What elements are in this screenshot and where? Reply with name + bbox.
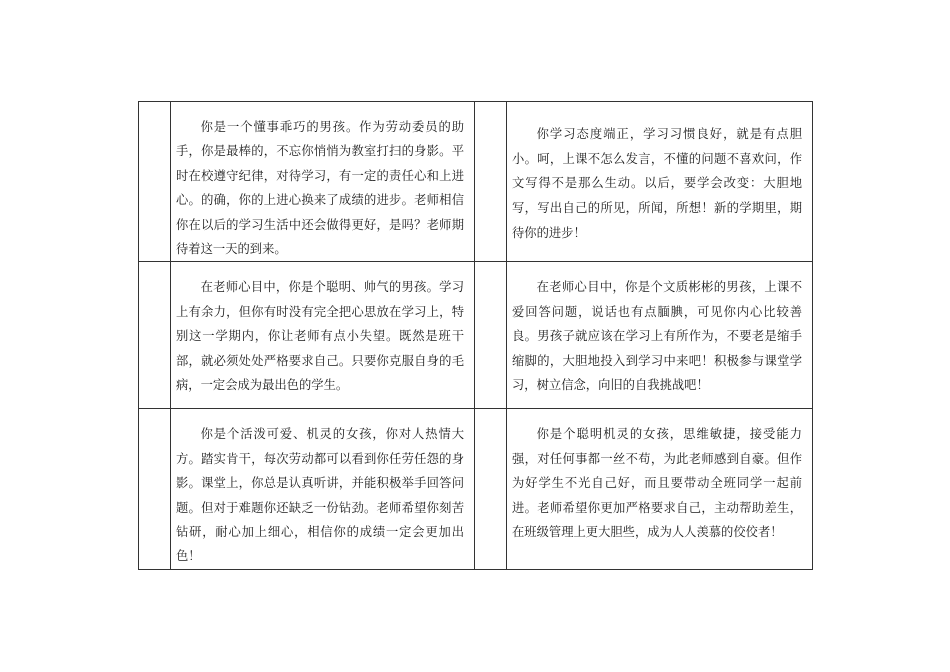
- comment-cell: [171, 262, 475, 409]
- comment-text: 你是一个懂事乖巧的男孩。作为劳动委员的助手，你是最棒的，不忘你悄悄为教室打扫的身影。平时在校遵守纪律，对待学习，有一定的责任心和上进心。的确，你的上进心换来了成绩的进步。老师相信你在以后的学习生活中还会做得更好，是吗？老师期待着这一天的到来。: [176, 120, 464, 257]
- name-cell: [139, 262, 171, 409]
- comment-text: 你学习态度端正，学习习惯良好，就是有点胆小。呵，上课不怎么发言，不懂的问题不喜欢问，作文写得不是那么生动。以后，要学会改变：大胆地写，写出自己的所见，所闻，所想！新的学期里，期待你的进步！: [512, 127, 802, 240]
- comment-cell: [507, 262, 813, 409]
- table-row: [139, 262, 813, 409]
- comment-text: 在老师心目中，你是个聪明、帅气的男孩。学习上有余力，但你有时没有完全把心思放在学习上，特别这一学期内，你让老师有点小失望。既然是班干部，就必须处处严格要求自己。只要你克服自身的毛病，一定会成为最出色的学生。: [176, 280, 464, 393]
- comment-cell: [507, 409, 813, 569]
- comment-text: 在老师心目中，你是个文质彬彬的男孩，上课不爱回答问题，说话也有点腼腆，可见你内心比较善良。男孩子就应该在学习上有所作为，不要老是缩手缩脚的，大胆地投入到学习中来吧！积极参与课堂学习，树立信念，向旧的自我挑战吧！: [512, 280, 802, 393]
- name-cell: [139, 102, 171, 262]
- comment-cell: [507, 102, 813, 262]
- name-cell: [475, 262, 507, 409]
- table-row: [139, 102, 813, 262]
- comment-cell: [171, 102, 475, 262]
- name-cell: [475, 102, 507, 262]
- table-row: [139, 409, 813, 569]
- name-cell: [475, 409, 507, 569]
- comment-text: 你是个活泼可爱、机灵的女孩，你对人热情大方。踏实肯干，每次劳动都可以看到你任劳任怨的身影。课堂上，你总是认真听讲，并能积极举手回答问题。但对于难题你还缺乏一份钻劲。老师希望你刻苦钻研，耐心加上细心，相信你的成绩一定会更加出色！: [176, 427, 464, 564]
- comment-cell: [171, 409, 475, 569]
- name-cell: [139, 409, 171, 569]
- comment-text: 你是个聪明机灵的女孩，思维敏捷，接受能力强，对任何事都一丝不苟，为此老师感到自豪。但作为好学生不光自己好，而且要带动全班同学一起前进。老师希望你更加严格要求自己，主动帮助差生，在班级管理上更大胆些，成为人人羡慕的佼佼者！: [512, 427, 802, 540]
- comment-table: [138, 101, 813, 570]
